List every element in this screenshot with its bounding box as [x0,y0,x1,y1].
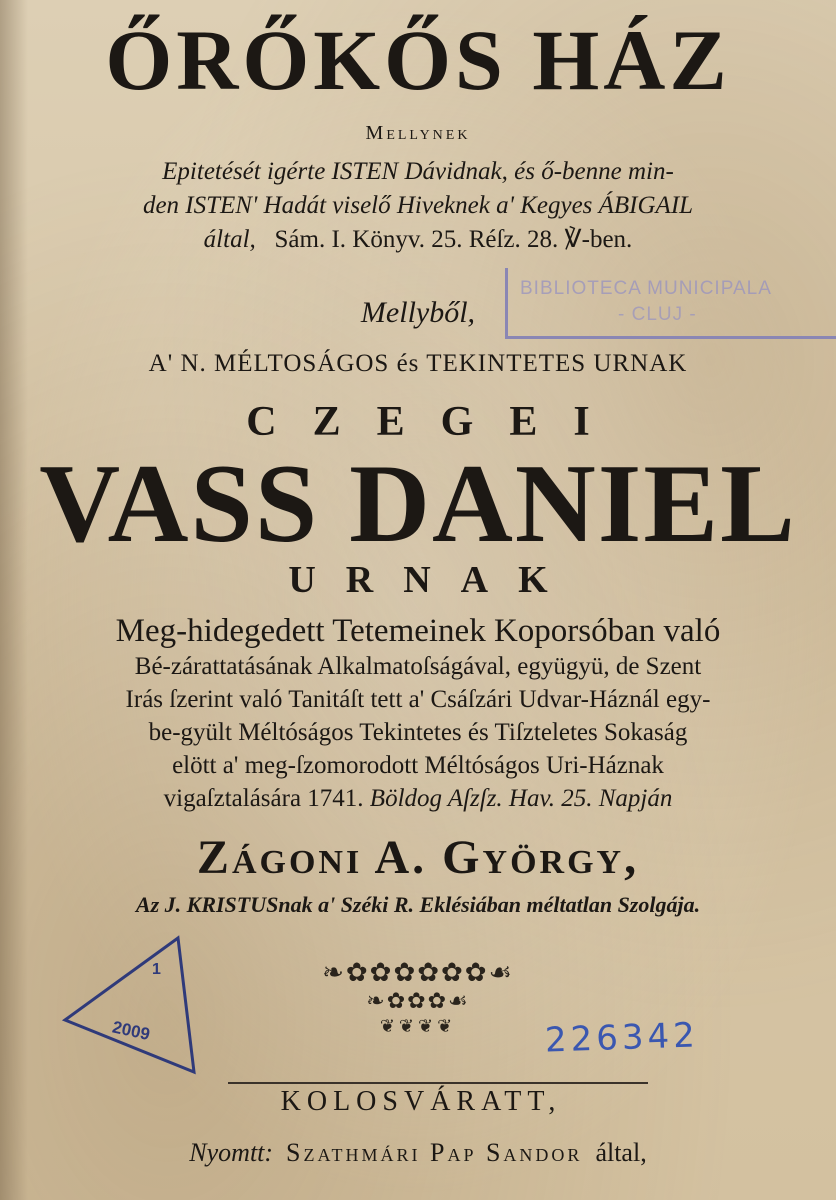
paragraph-line-5: elött a' meg-ſzomorodott Méltóságos Uri-Háznak [172,752,664,779]
author-name: Zágoni A. György, [196,831,640,884]
author-title: Az J. KRISTUSnak a' Széki R. Eklésiában méltatlan Szolgája. [135,892,701,917]
imprint-rule [228,1082,648,1084]
mellynek-caption: Mellynek [365,122,471,144]
library-stamp-line-1: BIBLIOTECA MUNICIPALA [520,278,772,299]
dedication-line: A' N. MÉLTOSÁGOS és TEKINTETES URNAK [148,350,688,377]
paragraph-line-6-b: Böldog Aſzſz. Hav. 25. Napján [369,785,673,812]
handwritten-inventory-number: 226342 [544,1015,700,1061]
triangle-inventory-stamp [60,932,210,1082]
main-title: ŐRŐKŐS HÁZ [105,12,731,108]
description-paragraph [18,612,818,815]
printer-prefix: Nyomtt: [189,1138,274,1167]
paragraph-line-1: Meg-hidegedett Tetemeinek Koporsóban való [115,613,721,649]
library-stamp-line-2: - CLUJ - [618,304,697,325]
triangle-stamp-outline [65,938,194,1072]
paragraph-line-6-a: vigaſztalására 1741. [163,785,364,812]
intro-line-3-a: által, [203,226,256,253]
ornament-row-3: ❦❦❦❦ [379,1016,457,1036]
intro-line-3 [40,223,796,257]
triangle-stamp-number: 1 [152,961,161,978]
intro-text [40,155,796,257]
paragraph-line-6 [18,782,818,815]
paragraph-line-2: Bé-zárattatásának Alkalmatoſságával, együgyü, de Szent [134,653,702,680]
mellybol-caption: Mellyből, [360,296,476,329]
intro-line-2: den ISTEN' Hadát viselő Hiveknek a' Kegyes ÁBIGAIL [142,192,694,219]
ornament-row-1: ❧✿✿✿✿✿✿☙ [322,958,514,987]
intro-line-1: Epitetését igérte ISTEN Dávidnak, és ő-benne min- [162,158,674,185]
intro-line-3-b: Sám. I. Könyv. 25. Réſz. 28. ℣-ben. [274,226,633,253]
urnak-heading: URNAK [288,559,578,601]
czegei-heading: CZEGEI [246,399,626,445]
ornament-row-2: ❧✿✿✿☙ [366,988,470,1013]
name-heading: VASS DANIEL [39,442,797,566]
printer-name: Szathmári Pap Sandor [286,1138,583,1167]
printer-suffix: által, [595,1138,647,1167]
triangle-stamp-year: 2009 [110,1017,152,1044]
paragraph-line-4: be-gyült Méltóságos Tekintetes és Tiſzteletes Sokaság [148,719,688,746]
imprint-city: KOLOSVÁRATT, [280,1086,562,1117]
paragraph-line-3: Irás ſzerint való Tanitáſt tett a' Csáſzári Udvar-Háznál egy- [125,686,711,713]
imprint-printer [0,1138,836,1168]
